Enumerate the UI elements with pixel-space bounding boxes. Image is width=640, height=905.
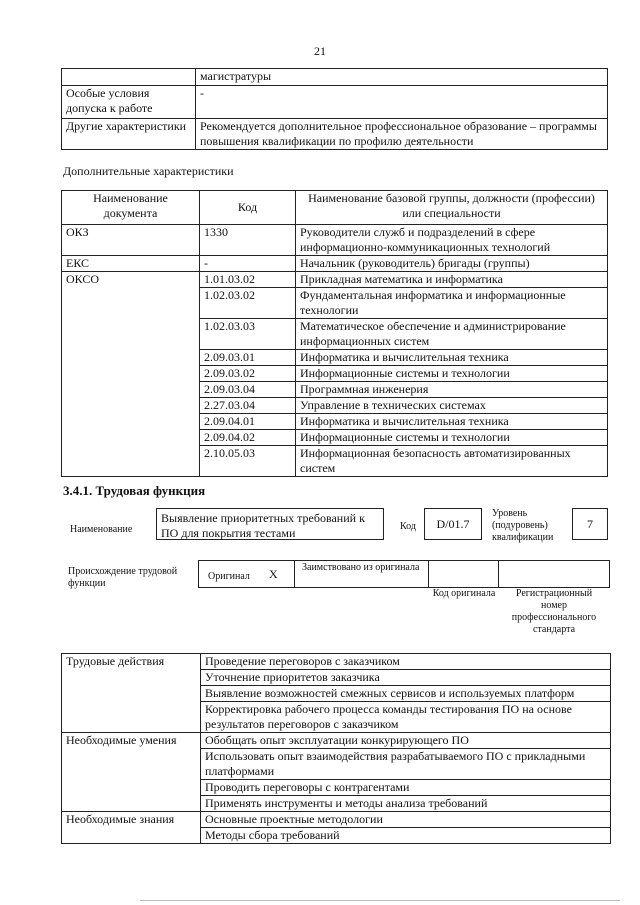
code-cell: 2.09.03.02 bbox=[200, 366, 296, 382]
item-cell: Выявление возможностей смежных сервисов и используемых платформ bbox=[201, 686, 611, 702]
table-row bbox=[62, 272, 608, 288]
function-code-box bbox=[424, 508, 482, 540]
name-cell: Фундаментальная информатика и информационные технологии bbox=[296, 288, 608, 319]
table-row bbox=[62, 69, 608, 86]
function-name-box bbox=[156, 508, 384, 540]
table-cell: - bbox=[196, 86, 608, 119]
name-cell: Информатика и вычислительная техника bbox=[296, 414, 608, 430]
name-label: Наименование bbox=[70, 524, 133, 535]
code-cell: 2.09.04.02 bbox=[200, 430, 296, 446]
scan-edge-line bbox=[140, 900, 620, 901]
code-cell: 2.09.03.04 bbox=[200, 382, 296, 398]
code-cell: 1.02.03.03 bbox=[200, 319, 296, 350]
table-cell: Особые условия допуска к работе bbox=[62, 86, 196, 119]
code-cell: - bbox=[200, 256, 296, 272]
name-cell: Начальник (руководитель) бригады (группы) bbox=[296, 256, 608, 272]
function-code-value: D/01.7 bbox=[436, 516, 470, 531]
item-cell: Основные проектные методологии bbox=[201, 812, 611, 828]
column-header: Наименование документа bbox=[62, 191, 200, 225]
code-cell: 1330 bbox=[200, 225, 296, 256]
level-box bbox=[572, 508, 608, 540]
original-label: Оригинал bbox=[208, 571, 250, 582]
item-cell: Уточнение приоритетов заказчика bbox=[201, 670, 611, 686]
page-number: 21 bbox=[314, 44, 326, 58]
divider bbox=[498, 560, 499, 588]
item-cell: Проводить переговоры с контрагентами bbox=[201, 780, 611, 796]
table-row bbox=[62, 119, 608, 150]
doc-cell: ЕКС bbox=[62, 256, 200, 272]
table-row bbox=[62, 654, 611, 670]
additional-characteristics-title: Дополнительные характеристики bbox=[63, 164, 234, 178]
table-cell bbox=[62, 69, 196, 86]
name-cell: Информатика и вычислительная техника bbox=[296, 350, 608, 366]
name-cell: Руководители служб и подразделений в сфере информационно-коммуникационных технологий bbox=[296, 225, 608, 256]
origin-row bbox=[198, 560, 610, 588]
item-cell: Методы сбора требований bbox=[201, 828, 611, 844]
table-row bbox=[62, 225, 608, 256]
level-label: Уровень (подуровень) квалификации bbox=[492, 508, 554, 543]
original-mark: X bbox=[269, 567, 278, 581]
table-row bbox=[62, 733, 611, 749]
group-label: Необходимые знания bbox=[62, 812, 201, 844]
borrowed-label: Заимствовано из оригинала bbox=[302, 562, 420, 573]
table-row bbox=[62, 86, 608, 119]
additional-characteristics-table bbox=[61, 190, 608, 477]
code-cell: 1.02.03.02 bbox=[200, 288, 296, 319]
code-label: Код bbox=[400, 521, 416, 532]
table-cell: Рекомендуется дополнительное профессиональное образование – программы повышения квалификации по профилю деятельности bbox=[196, 119, 608, 150]
name-cell: Информационные системы и технологии bbox=[296, 366, 608, 382]
table-cell: магистратуры bbox=[196, 69, 608, 86]
activities-table bbox=[61, 653, 611, 844]
divider bbox=[428, 560, 429, 588]
name-cell: Прикладная математика и информатика bbox=[296, 272, 608, 288]
item-cell: Использовать опыт взаимодействия разрабатываемого ПО с прикладными платформами bbox=[201, 749, 611, 780]
name-cell: Управление в технических системах bbox=[296, 398, 608, 414]
code-cell: 2.09.03.01 bbox=[200, 350, 296, 366]
column-header: Код bbox=[200, 191, 296, 225]
origin-label: Происхождение трудовой функции bbox=[68, 566, 178, 589]
table-header-row bbox=[62, 191, 608, 225]
code-cell: 2.09.04.01 bbox=[200, 414, 296, 430]
divider bbox=[294, 560, 295, 588]
level-value: 7 bbox=[587, 516, 593, 531]
item-cell: Проведение переговоров с заказчиком bbox=[201, 654, 611, 670]
table-row bbox=[62, 812, 611, 828]
group-label: Необходимые умения bbox=[62, 733, 201, 812]
name-cell: Информационная безопасность автоматизированных систем bbox=[296, 446, 608, 477]
code-cell: 2.10.05.03 bbox=[200, 446, 296, 477]
table-row bbox=[62, 256, 608, 272]
labor-function-title: 3.4.1. Трудовая функция bbox=[63, 483, 206, 498]
table-cell: Другие характеристики bbox=[62, 119, 196, 150]
name-cell: Математическое обеспечение и администрирование информационных систем bbox=[296, 319, 608, 350]
name-cell: Программная инженерия bbox=[296, 382, 608, 398]
doc-cell: ОКСО bbox=[62, 272, 200, 477]
item-cell: Применять инструменты и методы анализа требований bbox=[201, 796, 611, 812]
item-cell: Корректировка рабочего процесса команды тестирования ПО на основе результатов переговоров с заказчиком bbox=[201, 702, 611, 733]
reg-number-label: Регистрационный номер профессионального стандарта bbox=[511, 588, 597, 635]
group-label: Трудовые действия bbox=[62, 654, 201, 733]
code-cell: 2.27.03.04 bbox=[200, 398, 296, 414]
item-cell: Обобщать опыт эксплуатации конкурирующего ПО bbox=[201, 733, 611, 749]
column-header: Наименование базовой группы, должности (профессии) или специальности bbox=[296, 191, 608, 225]
conditions-table bbox=[61, 68, 608, 150]
function-name-value: Выявление приоритетных требований к ПО для покрытия тестами bbox=[161, 511, 365, 540]
origin-code-label: Код оригинала bbox=[432, 588, 496, 599]
code-cell: 1.01.03.02 bbox=[200, 272, 296, 288]
name-cell: Информационные системы и технологии bbox=[296, 430, 608, 446]
doc-cell: ОКЗ bbox=[62, 225, 200, 256]
